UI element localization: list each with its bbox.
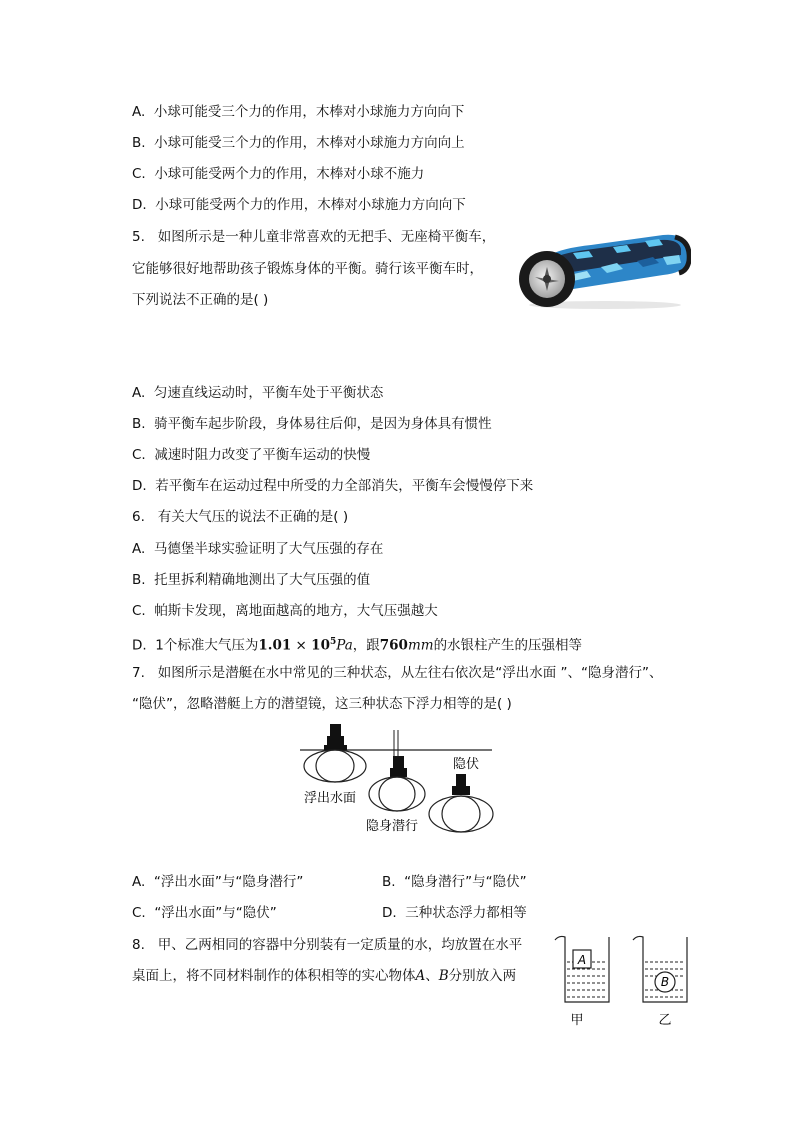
label-yi: 乙 bbox=[658, 1013, 672, 1028]
q5-stem-line-3: 下列说法不正确的是( ) bbox=[132, 292, 269, 308]
q5-option-b: B. 骑平衡车起步阶段，身体易往后仰，是因为身体具有惯性 bbox=[132, 416, 492, 432]
label-object-a: A bbox=[577, 953, 587, 967]
q7-option-a: A. “浮出水面”与“隐身潜行” bbox=[132, 874, 304, 890]
q4-option-c: C. 小球可能受两个力的作用，木棒对小球不施力 bbox=[132, 166, 425, 182]
submarine-stealth bbox=[369, 730, 425, 811]
submarine-figure bbox=[294, 720, 500, 840]
q5-option-d: D. 若平衡车在运动过程中所受的力全部消失，平衡车会慢慢停下来 bbox=[132, 478, 534, 494]
beaker-jia bbox=[555, 936, 609, 1002]
q6-option-d: D. 1个标准大气压为$1.01 \times 10^5Pa$，跟760mm的水银柱产生的压强相等 bbox=[132, 637, 583, 654]
q7-option-c: C. “浮出水面”与“隐伏” bbox=[132, 905, 277, 921]
q8-stem-line-1: 8. 甲、乙两相同的容器中分别装有一定质量的水，均放置在水平 bbox=[132, 937, 523, 953]
q5-option-c: C. 减速时阻力改变了平衡车运动的快慢 bbox=[132, 447, 371, 463]
q6-option-a: A. 马德堡半球实验证明了大气压强的存在 bbox=[132, 541, 384, 557]
q8-stem-line-2: 桌面上，将不同材料制作的体积相等的实心物体A、B分别放入两 bbox=[132, 968, 517, 984]
q4-option-b: B. 小球可能受三个力的作用，木棒对小球施力方向向上 bbox=[132, 135, 465, 151]
q5-stem-line-2: 它能够很好地帮助孩子锻炼身体的平衡。骑行该平衡车时， bbox=[132, 261, 483, 277]
q6-option-c: C. 帕斯卡发现，离地面越高的地方，大气压强越大 bbox=[132, 603, 438, 619]
q4-option-a: A. 小球可能受三个力的作用，木棒对小球施力方向向下 bbox=[132, 104, 465, 120]
beaker-yi bbox=[633, 936, 687, 1002]
beakers-figure bbox=[553, 932, 703, 1032]
q5-stem-line-1: 5. 如图所示是一种儿童非常喜欢的无把手、无座椅平衡车， bbox=[132, 229, 496, 245]
q7-option-b: B. “隐身潜行”与“隐伏” bbox=[382, 874, 527, 890]
q7-stem-line-1: 7. 如图所示是潜艇在水中常见的三种状态，从左往右依次是“浮出水面 ”、“隐身潜行”、 bbox=[132, 665, 663, 681]
q4-option-d: D. 小球可能受两个力的作用，木棒对小球施力方向向下 bbox=[132, 197, 466, 213]
q6-stem: 6. 有关大气压的说法不正确的是( ) bbox=[132, 509, 349, 525]
label-object-b: B bbox=[660, 975, 670, 989]
submarine-hidden bbox=[429, 774, 493, 832]
label-stealth: 隐身潜行 bbox=[365, 819, 419, 834]
label-jia: 甲 bbox=[570, 1013, 584, 1028]
q5-option-a: A. 匀速直线运动时，平衡车处于平衡状态 bbox=[132, 385, 384, 401]
q6-option-b: B. 托里拆利精确地测出了大气压强的值 bbox=[132, 572, 371, 588]
label-hidden: 隐伏 bbox=[452, 757, 480, 772]
submarine-surfaced bbox=[304, 724, 366, 782]
hoverboard-image bbox=[513, 227, 691, 311]
q7-option-d: D. 三种状态浮力都相等 bbox=[382, 905, 527, 921]
q7-stem-line-2: “隐伏”，忽略潜艇上方的潜望镜，这三种状态下浮力相等的是( ) bbox=[132, 696, 512, 712]
label-surfaced: 浮出水面 bbox=[303, 791, 357, 806]
